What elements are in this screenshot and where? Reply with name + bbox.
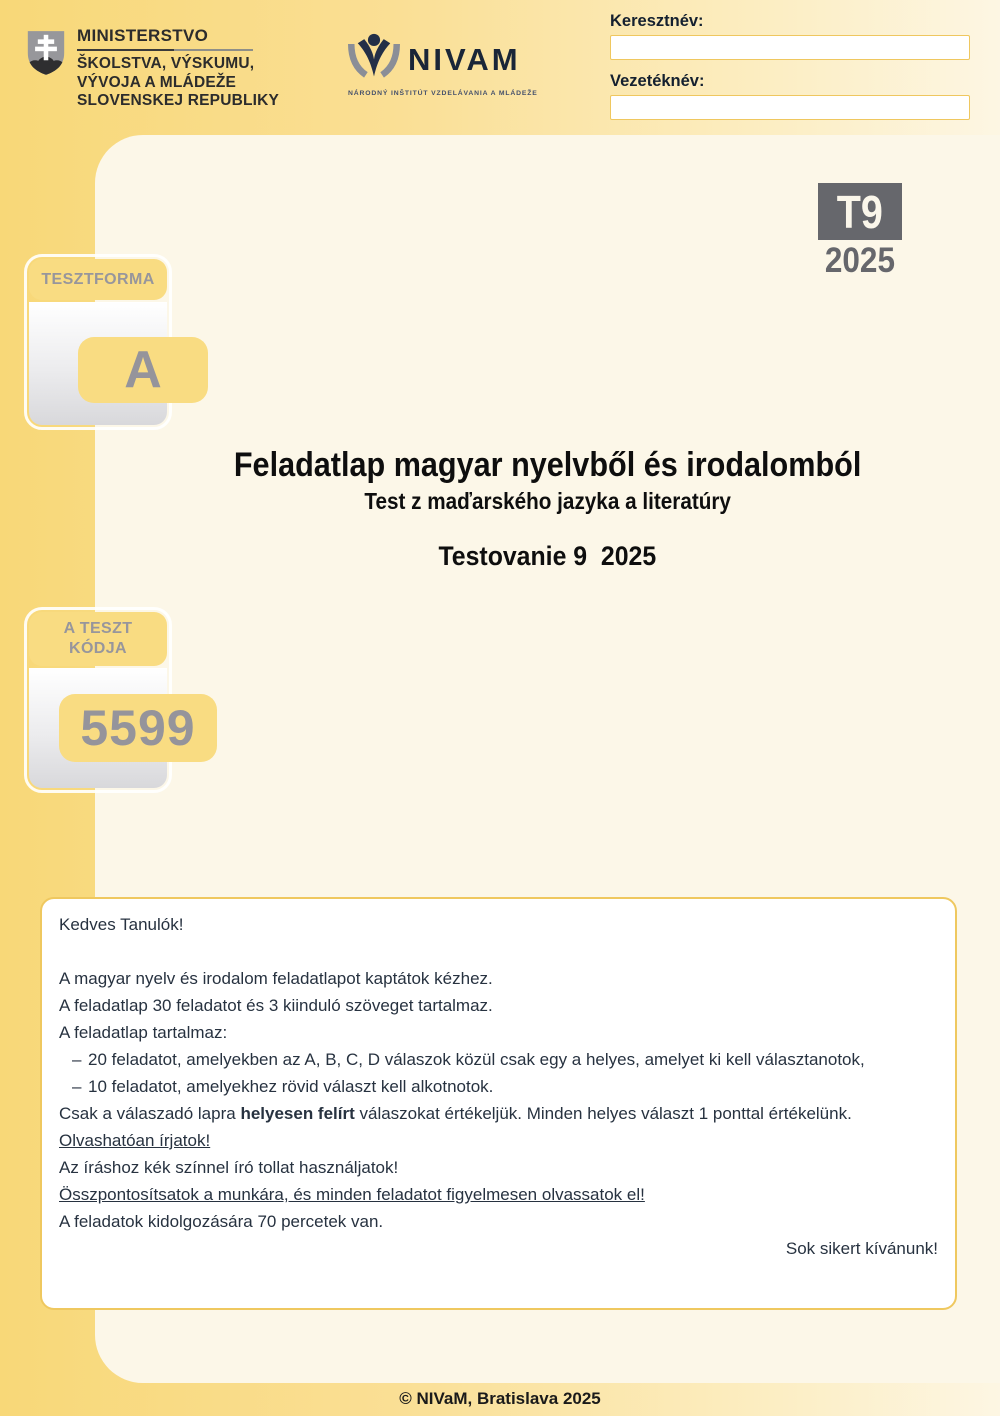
last-name-label: Vezetéknév:: [610, 72, 705, 90]
ministry-divider: [77, 49, 253, 51]
t9-badge: [818, 183, 902, 281]
first-name-input[interactable]: [610, 35, 970, 60]
test-code-label: A TESZT KÓDJA: [29, 612, 167, 666]
last-name-input[interactable]: [610, 95, 970, 120]
greeting: Kedves Tanulók!: [59, 915, 184, 934]
copyright-footer: © NIVaM, Bratislava 2025: [399, 1389, 601, 1408]
ministry-line: VÝVOJA A MLÁDEŽE: [77, 73, 237, 91]
nivam-wordmark: NIVAM: [408, 41, 521, 77]
instruction-line: Csak a válaszadó lapra helyesen felírt válaszokat értékeljük. Minden helyes választ 1 ponttal értékelünk.: [59, 1104, 852, 1123]
instruction-line: A feladatok kidolgozására 70 percetek van.: [59, 1212, 384, 1231]
spacer: [59, 938, 938, 965]
instruction-line-underlined: Összpontosítsatok a munkára, és minden feladatot figyelmesen olvassatok el!: [59, 1185, 645, 1204]
title-block: [95, 446, 1000, 572]
instructions-box: [40, 897, 957, 1310]
nivam-logo: [348, 32, 538, 97]
bullet-dash: –: [72, 1050, 82, 1069]
instruction-line: A magyar nyelv és irodalom feladatlapot kaptátok kézhez.: [59, 969, 493, 988]
ministry-title: MINISTERSTVO: [77, 26, 209, 45]
closing-line: Sok sikert kívánunk!: [785, 1239, 938, 1258]
slovak-coat-of-arms-icon: [26, 26, 66, 77]
instruction-line: Az íráshoz kék színnel író tollat használjatok!: [59, 1158, 399, 1177]
test-form-card: [24, 254, 172, 430]
ministry-text: [77, 26, 279, 111]
subtitle: Test z maďarského jazyka a literatúry: [364, 488, 731, 514]
bullet-item: – 20 feladatot, amelyekben az A, B, C, D válaszok közül csak egy a helyes, amelyet ki kell választanotok,: [59, 1046, 938, 1073]
test-form-value-badge: [78, 337, 208, 403]
t9-code-box: [818, 183, 902, 240]
test-code-value-badge: [59, 694, 217, 762]
main-title: Feladatlap magyar nyelvből és irodalomból: [233, 446, 862, 484]
ministry-line: SLOVENSKEJ REPUBLIKY: [77, 92, 280, 109]
test-code-card: [24, 607, 196, 793]
ministry-logo: [26, 26, 279, 111]
test-code-value: 5599: [80, 700, 196, 756]
nivam-figure-icon: [348, 32, 400, 87]
nivam-tagline: NÁRODNÝ INŠTITÚT VZDELÁVANIA A MLÁDEŽE: [348, 90, 538, 97]
t9-year: 2025: [824, 241, 896, 280]
ministry-line: ŠKOLSTVA, VÝSKUMU,: [77, 55, 255, 72]
bullet-item: – 10 feladatot, amelyekhez rövid választ kell alkotnotok.: [59, 1073, 938, 1100]
instruction-line: A feladatlap tartalmaz:: [59, 1023, 228, 1042]
first-name-label: Keresztnév:: [610, 12, 704, 30]
instruction-line: A feladatlap 30 feladatot és 3 kiinduló szöveget tartalmaz.: [59, 996, 493, 1015]
instruction-line-underlined: Olvashatóan írjatok!: [59, 1131, 211, 1150]
session-title: Testovanie 9 2025: [438, 541, 657, 571]
bullet-dash: –: [72, 1077, 82, 1096]
test-form-value: A: [124, 341, 162, 399]
test-form-label: TESZTFORMA: [29, 259, 167, 300]
name-fields: [610, 12, 970, 120]
t9-code: T9: [836, 185, 884, 238]
